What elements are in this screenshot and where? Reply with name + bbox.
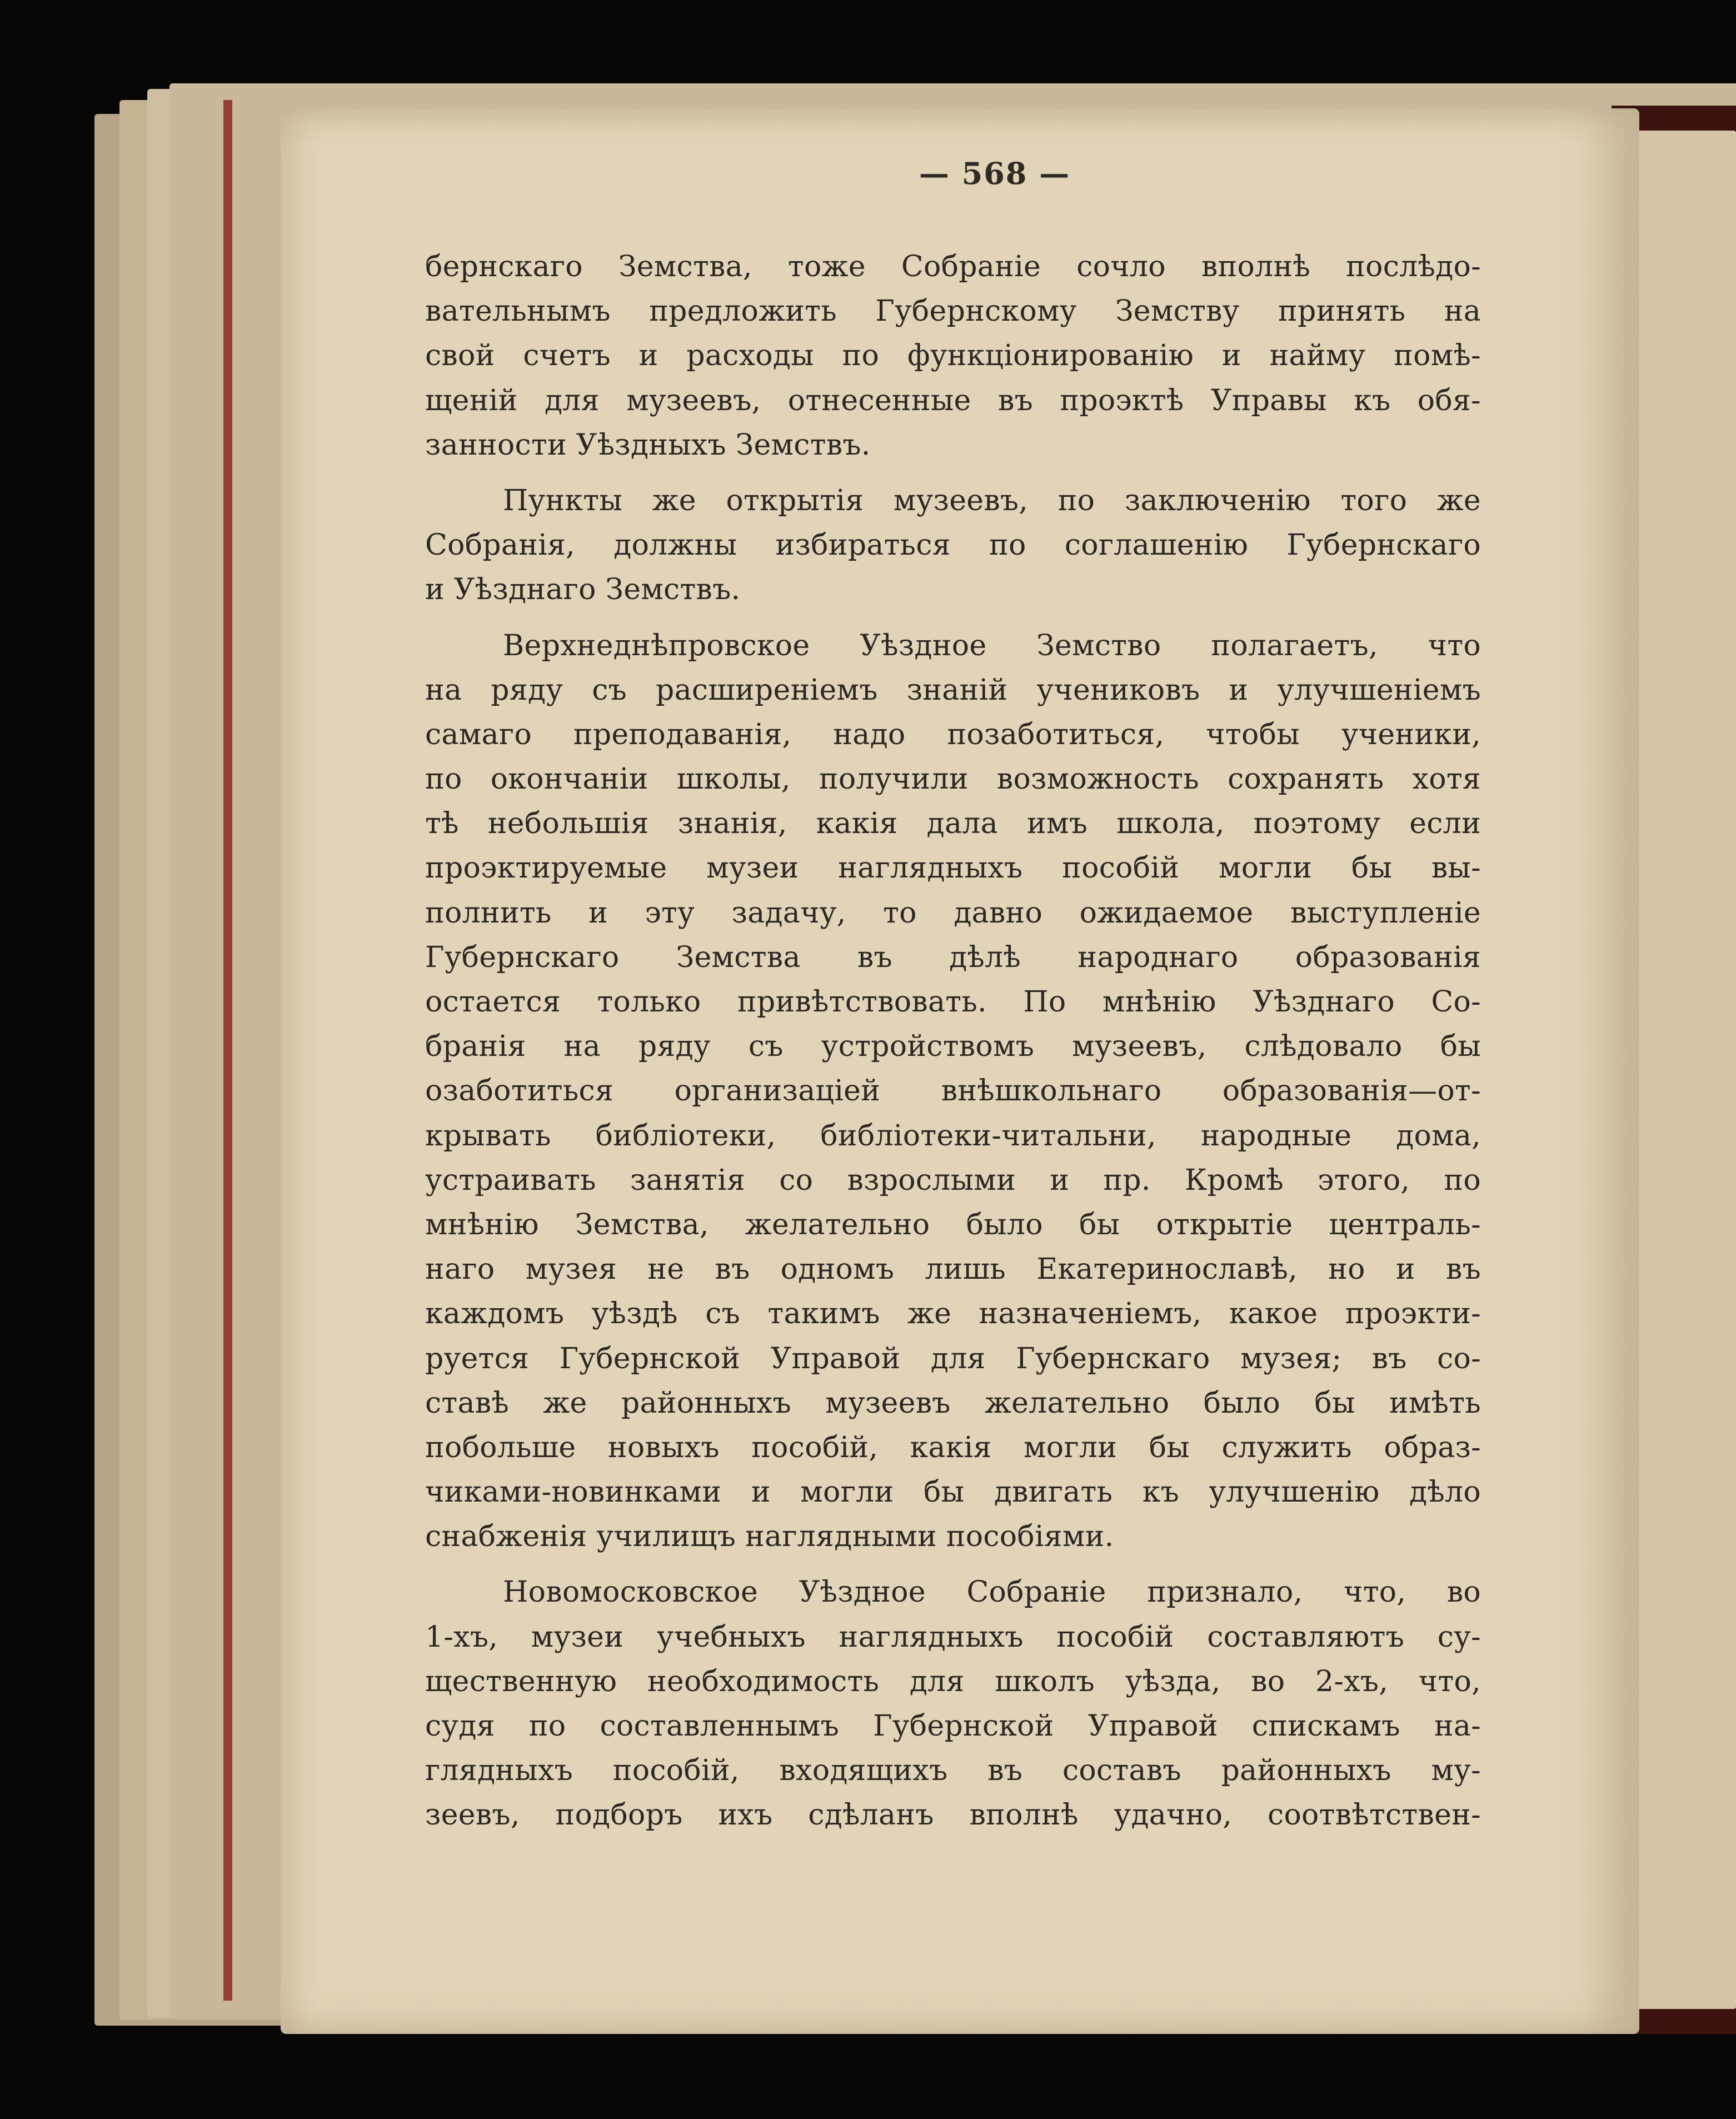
- paragraph: [425, 245, 1481, 467]
- text-line: полнить и эту задачу, то давно ожидаемое выступленіе: [425, 896, 1481, 930]
- text-line: озаботиться организаціей внѣшкольнаго образованія—от-: [425, 1074, 1481, 1108]
- text-line: судя по составленнымъ Губернской Управой спискамъ на-: [425, 1709, 1481, 1743]
- text-line: Верхнеднѣпровское Уѣздное Земство полагаетъ, что: [503, 629, 1481, 662]
- paragraph-gap: [425, 612, 1481, 624]
- text-line: руется Губернской Управой для Губернскаго музея; въ со-: [425, 1342, 1481, 1375]
- text-line: на ряду съ расширеніемъ знаній учениковъ и улучшеніемъ: [425, 673, 1481, 707]
- text-line: Новомосковское Уѣздное Собраніе признало, что, во: [503, 1575, 1481, 1609]
- text-line: каждомъ уѣздѣ съ такимъ же назначеніемъ, какое проэкти-: [425, 1297, 1481, 1331]
- paragraph-gap: [425, 1559, 1481, 1570]
- text-line: бернскаго Земства, тоже Собраніе сочло вполнѣ послѣдо-: [425, 250, 1481, 283]
- red-page-edge: [223, 100, 232, 2001]
- text-line: самаго преподаванія, надо позаботиться, чтобы ученики,: [425, 717, 1481, 751]
- text-line: снабженія училищъ наглядными пособіями.: [425, 1520, 1114, 1554]
- text-line: остается только привѣтствовать. По мнѣнію Уѣзднаго Со-: [425, 985, 1481, 1019]
- page-number: — 568 —: [919, 156, 1071, 191]
- text-line: занности Уѣздныхъ Земствъ.: [425, 428, 871, 462]
- text-line: вательнымъ предложить Губернскому Земству принять на: [425, 295, 1481, 328]
- text-line: Пункты же открытія музеевъ, по заключенію того же: [503, 483, 1481, 517]
- text-line: побольше новыхъ пособій, какія могли бы служить образ-: [425, 1430, 1481, 1464]
- text-line: устраивать занятія со взрослыми и пр. Кромѣ этого, по: [425, 1163, 1481, 1197]
- next-page-edge: [1628, 131, 1736, 2009]
- text-line: наго музея не въ одномъ лишь Екатеринославѣ, но и въ: [425, 1253, 1481, 1287]
- page-text: [425, 245, 1481, 1838]
- text-line: щественную необходимость для школъ уѣзда, во 2-хъ, что,: [425, 1664, 1481, 1698]
- paragraph: [425, 624, 1481, 1559]
- paragraph-gap: [425, 467, 1481, 478]
- text-line: проэктируемые музеи наглядныхъ пособій могли бы вы-: [425, 851, 1481, 885]
- text-line: свой счетъ и расходы по функціонированію и найму помѣ-: [425, 339, 1481, 373]
- text-line: Губернскаго Земства въ дѣлѣ народнаго образованія: [425, 940, 1481, 974]
- text-line: и Уѣзднаго Земствъ.: [425, 573, 741, 607]
- paragraph: [425, 478, 1481, 612]
- text-line: ставѣ же районныхъ музеевъ желательно было бы имѣть: [425, 1386, 1481, 1420]
- text-line: мнѣнію Земства, желательно было бы открытіе централь-: [425, 1208, 1481, 1242]
- text-line: Собранія, должны избираться по соглашенію Губернскаго: [425, 528, 1481, 562]
- text-line: 1-хъ, музеи учебныхъ наглядныхъ пособій составляютъ су-: [425, 1620, 1481, 1654]
- text-line: чиками-новинками и могли бы двигать къ улучшенію дѣло: [425, 1475, 1481, 1509]
- text-line: по окончаніи школы, получили возможность сохранять хотя: [425, 762, 1481, 796]
- paragraph: [425, 1570, 1481, 1837]
- text-line: тѣ небольшія знанія, какія дала имъ школа, поэтому если: [425, 807, 1481, 841]
- text-line: крывать библіотеки, библіотеки-читальни, народные дома,: [425, 1119, 1481, 1153]
- text-line: щеній для музеевъ, отнесенные въ проэктѣ Управы къ обя-: [425, 383, 1481, 417]
- text-line: бранія на ряду съ устройствомъ музеевъ, слѣдовало бы: [425, 1030, 1481, 1064]
- text-line: глядныхъ пособій, входящихъ въ составъ районныхъ му-: [425, 1754, 1481, 1788]
- text-line: зеевъ, подборъ ихъ сдѣланъ вполнѣ удачно, соотвѣтствен-: [425, 1798, 1481, 1832]
